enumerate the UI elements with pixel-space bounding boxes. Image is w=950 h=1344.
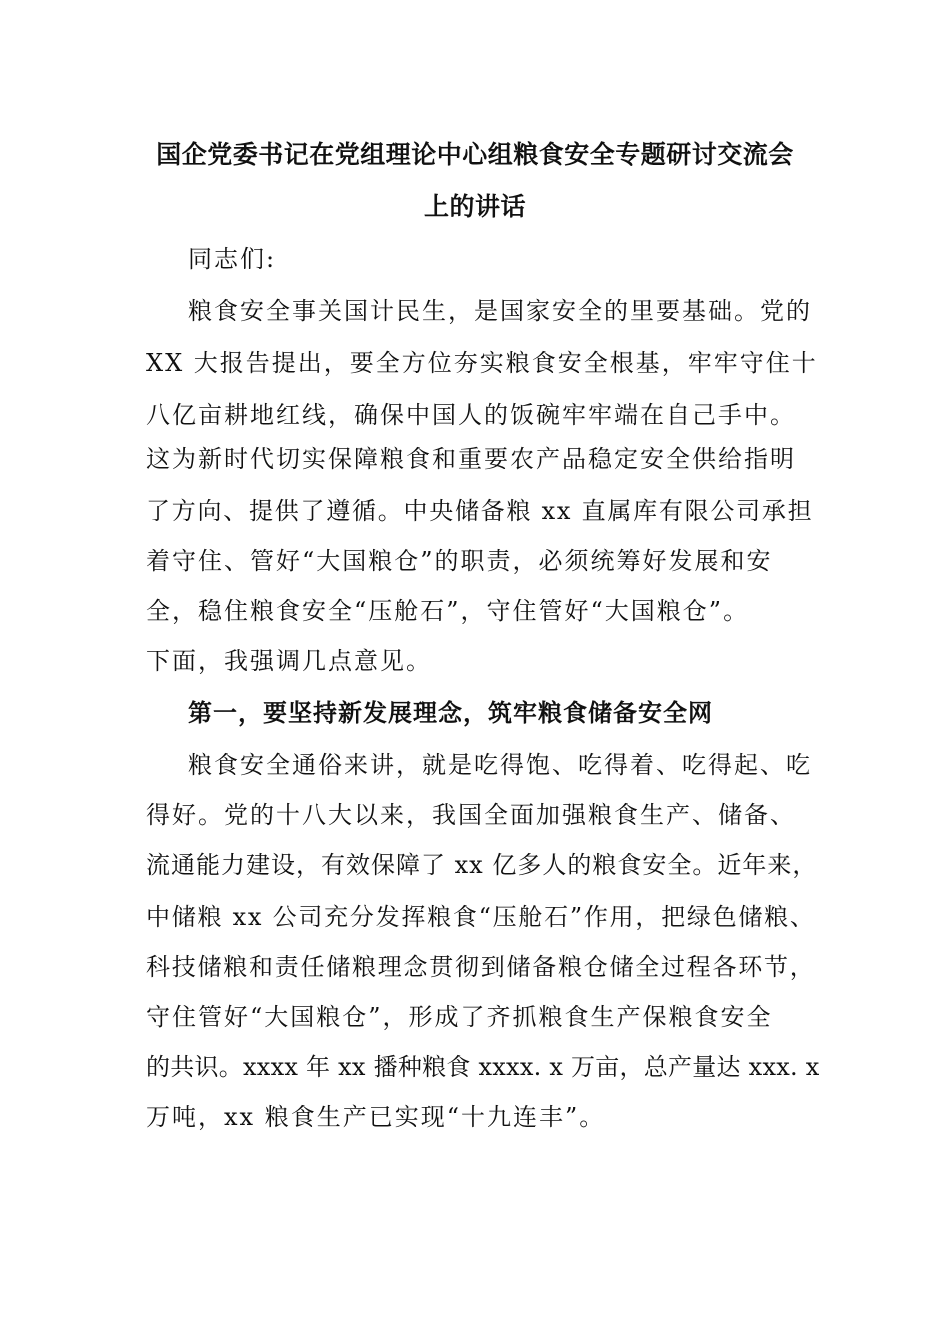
paragraph-1-line: 八亿亩耕地红线，确保中国人的饭碗牢牢端在自己手中。 — [146, 401, 796, 429]
paragraph-1-line: 着守住、管好“大国粮仓”的职责，必须统筹好发展和安 — [146, 547, 773, 575]
paragraph-2-line: 得好。党的十八大以来，我国全面加强粮食生产、储备、 — [146, 801, 796, 829]
paragraph-2-line: 中储粮 xx 公司充分发挥粮食“压舱石”作用，把绿色储粮、 — [146, 903, 816, 931]
paragraph-1-line: 粮食安全事关国计民生，是国家安全的里要基础。党的 — [188, 297, 812, 325]
paragraph-2-line: 的共识。xxxx 年 xx 播种粮食 xxxx. x 万亩，总产量达 xxx. x — [146, 1053, 820, 1081]
paragraph-1-line: 全，稳住粮食安全“压舱石”，守住管好“大国粮仓”。 — [146, 597, 750, 625]
salutation: 同志们: — [188, 245, 277, 273]
document-title-line-1: 国企党委书记在党组理论中心组粮食安全专题研讨交流会 — [156, 140, 794, 169]
document-title-line-2: 上的讲话 — [423, 192, 526, 221]
section-heading-1: 第一，要坚持新发展理念，筑牢粮食储备安全网 — [188, 698, 713, 727]
paragraph-2-line: 科技储粮和责任储粮理念贯彻到储备粮仓储全过程各环节， — [146, 953, 816, 981]
paragraph-1-line: 了方向、提供了遵循。中央储备粮 xx 直属库有限公司承担 — [146, 497, 814, 525]
paragraph-1-line: 下面，我强调几点意见。 — [146, 647, 432, 675]
paragraph-1-line: XX 大报告提出，要全方位夯实粮食安全根基，牢牢守住十 — [146, 349, 818, 377]
paragraph-2-line: 粮食安全通俗来讲，就是吃得饱、吃得着、吃得起、吃 — [188, 751, 812, 779]
paragraph-1-line: 这为新时代切实保障粮食和重要农产品稳定安全供给指明 — [146, 445, 796, 473]
paragraph-2-line: 守住管好“大国粮仓”，形成了齐抓粮食生产保粮食安全 — [146, 1003, 773, 1031]
paragraph-2-line: 流通能力建设，有效保障了 xx 亿多人的粮食安全。近年来， — [146, 851, 818, 879]
paragraph-2-line: 万吨，xx 粮食生产已实现“十九连丰”。 — [146, 1103, 606, 1131]
